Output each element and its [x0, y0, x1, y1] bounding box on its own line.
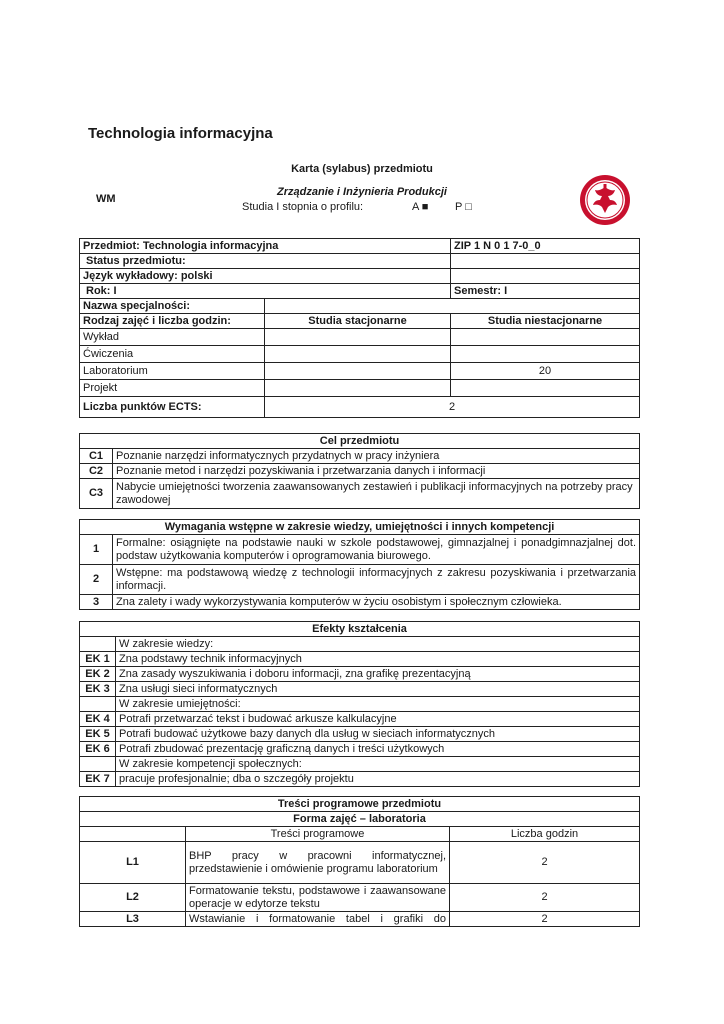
- part-time-hours: [451, 380, 640, 397]
- content-row: [80, 884, 640, 912]
- course-info-table: [79, 238, 640, 418]
- content-hours: 2: [450, 912, 640, 927]
- outcome-text: Zna usługi sieci informatycznych: [116, 682, 640, 697]
- ects-value: 2: [265, 397, 640, 418]
- hours-row: [80, 363, 640, 380]
- outcome-text: Potrafi zbudować prezentację graficzną danych i treści użytkowych: [116, 742, 640, 757]
- course-code: ZIP 1 N 0 1 7-0_0: [451, 239, 640, 254]
- objective-row: [80, 449, 640, 464]
- profile-option-a: A ■: [412, 201, 429, 213]
- course-name: Przedmiot: Technologia informacyjna: [80, 239, 451, 254]
- part-time-hours: [451, 346, 640, 363]
- profile-option-p: P □: [455, 201, 472, 213]
- program-content-title: Treści programowe przedmiotu: [80, 797, 640, 812]
- outcomes-title: Efekty kształcenia: [80, 622, 640, 637]
- objective-text: Nabycie umiejętności tworzenia zaawansowanych zestawień i publikacji informacyjnych na potrzeby pracy zawodowej: [113, 479, 640, 509]
- learning-outcomes-table: [79, 621, 640, 787]
- objective-row: [80, 464, 640, 479]
- outcome-row: [80, 772, 640, 787]
- hours-row: [80, 380, 640, 397]
- full-time-hours: [265, 380, 451, 397]
- outcome-row: [80, 667, 640, 682]
- outcome-code: EK 6: [80, 742, 116, 757]
- content-row: [80, 912, 640, 927]
- content-hours: 2: [450, 884, 640, 912]
- document-title: Technologia informacyjna: [88, 125, 273, 142]
- outcome-row: [80, 742, 640, 757]
- content-code: L2: [80, 884, 186, 912]
- class-form: Forma zajęć – laboratoria: [80, 812, 640, 827]
- outcome-code: EK 3: [80, 682, 116, 697]
- prerequisite-code: 1: [80, 535, 113, 565]
- outcome-row: [80, 637, 640, 652]
- class-type: Ćwiczenia: [80, 346, 265, 363]
- content-text: BHP pracy w pracowni informatycznej, przedstawienie i omówienie programu laboratorium: [186, 842, 450, 884]
- outcome-text: Zna podstawy technik informacyjnych: [116, 652, 640, 667]
- class-type: Laboratorium: [80, 363, 265, 380]
- outcome-category: W zakresie wiedzy:: [116, 637, 640, 652]
- course-status: Status przedmiotu:: [80, 254, 451, 269]
- prerequisite-text: Formalne: osiągnięte na podstawie nauki w szkole podstawowej, gimnazjalnej i ponadgimnazjalnej dot. podstaw użytkowania komputerów i oprogramowania biurowego.: [113, 535, 640, 565]
- full-time-header: Studia stacjonarne: [265, 314, 451, 329]
- outcome-row: [80, 652, 640, 667]
- outcome-row: [80, 682, 640, 697]
- prerequisite-row: [80, 595, 640, 610]
- content-column-header: Treści programowe: [186, 827, 450, 842]
- outcome-row: [80, 712, 640, 727]
- outcome-text: Potrafi budować użytkowe bazy danych dla usług w sieciach informatycznych: [116, 727, 640, 742]
- outcome-code: EK 5: [80, 727, 116, 742]
- full-time-hours: [265, 329, 451, 346]
- prerequisite-text: Wstępne: ma podstawową wiedzę z technologii informacyjnych z zakresu pozyskiwania i przetwarzania informacji.: [113, 565, 640, 595]
- class-type-header: Rodzaj zajęć i liczba godzin:: [80, 314, 265, 329]
- outcome-text: Zna zasady wyszukiwania i doboru informacji, zna grafikę prezentacyjną: [116, 667, 640, 682]
- outcome-category: W zakresie umiejętności:: [116, 697, 640, 712]
- hours-row: [80, 329, 640, 346]
- part-time-header: Studia niestacjonarne: [451, 314, 640, 329]
- content-row: [80, 842, 640, 884]
- study-level: Studia I stopnia o profilu:: [242, 201, 364, 213]
- objective-code: C3: [80, 479, 113, 509]
- prerequisite-row: [80, 535, 640, 565]
- course-language: Język wykładowy: polski: [80, 269, 451, 284]
- content-text: Formatowanie tekstu, podstawowe i zaawansowane operacje w edytorze tekstu: [186, 884, 450, 912]
- objective-row: [80, 479, 640, 509]
- content-text: Wstawianie i formatowanie tabel i grafiki do: [186, 912, 450, 927]
- outcome-text: pracuje profesjonalnie; dba o szczegóły projektu: [116, 772, 640, 787]
- objective-text: Poznanie metod i narzędzi pozyskiwania i przetwarzania danych i informacji: [113, 464, 640, 479]
- objective-text: Poznanie narzędzi informatycznych przydatnych w pracy inżyniera: [113, 449, 640, 464]
- program-content-table: [79, 796, 640, 927]
- outcome-code: EK 1: [80, 652, 116, 667]
- outcome-category: W zakresie kompetencji społecznych:: [116, 757, 640, 772]
- outcome-row: [80, 757, 640, 772]
- course-objectives-table: [79, 433, 640, 509]
- class-type: Wykład: [80, 329, 265, 346]
- prerequisite-code: 2: [80, 565, 113, 595]
- outcome-code: EK 2: [80, 667, 116, 682]
- class-type: Projekt: [80, 380, 265, 397]
- syllabus-label: Karta (sylabus) przedmiotu: [291, 163, 433, 175]
- content-hours: 2: [450, 842, 640, 884]
- outcome-code: EK 7: [80, 772, 116, 787]
- outcome-text: Potrafi przetwarzać tekst i budować arkusze kalkulacyjne: [116, 712, 640, 727]
- objective-code: C1: [80, 449, 113, 464]
- objectives-title: Cel przedmiotu: [80, 434, 640, 449]
- outcome-code: [80, 637, 116, 652]
- prerequisites-table: [79, 519, 640, 610]
- specialization: Nazwa specjalności:: [80, 299, 265, 314]
- course-semester: Semestr: I: [451, 284, 640, 299]
- prerequisite-code: 3: [80, 595, 113, 610]
- part-time-hours: [451, 329, 640, 346]
- outcome-code: [80, 757, 116, 772]
- ects-label: Liczba punktów ECTS:: [80, 397, 265, 418]
- field-of-study: Zrządzanie i Inżynieria Produkcji: [277, 186, 447, 198]
- content-code: L1: [80, 842, 186, 884]
- content-code: L3: [80, 912, 186, 927]
- course-year: Rok: I: [80, 284, 451, 299]
- objective-code: C2: [80, 464, 113, 479]
- outcome-row: [80, 697, 640, 712]
- full-time-hours: [265, 346, 451, 363]
- hours-column-header: Liczba godzin: [450, 827, 640, 842]
- hours-row: [80, 346, 640, 363]
- full-time-hours: [265, 363, 451, 380]
- prerequisite-row: [80, 565, 640, 595]
- prerequisite-text: Zna zalety i wady wykorzystywania komputerów w życiu osobistym i społecznym człowieka.: [113, 595, 640, 610]
- prerequisites-title: Wymagania wstępne w zakresie wiedzy, umiejętności i innych kompetencji: [80, 520, 640, 535]
- outcome-row: [80, 727, 640, 742]
- outcome-code: EK 4: [80, 712, 116, 727]
- faculty-code: WM: [96, 193, 116, 205]
- university-emblem-icon: [579, 174, 631, 226]
- outcome-code: [80, 697, 116, 712]
- part-time-hours: 20: [451, 363, 640, 380]
